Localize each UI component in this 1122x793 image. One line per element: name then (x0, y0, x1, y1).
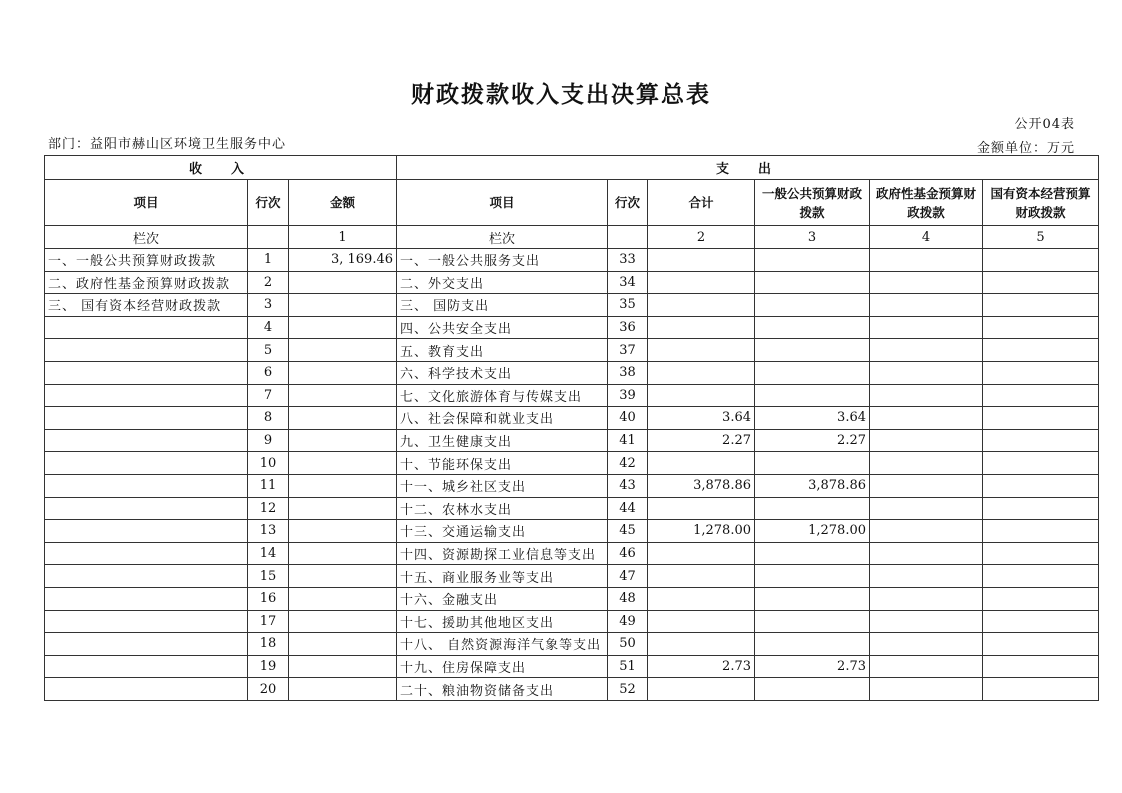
expense-item-cell: 十三、交通运输支出 (397, 520, 608, 543)
expense-row-cell: 40 (608, 407, 648, 430)
expense-fund-cell (870, 678, 983, 701)
expense-general-cell (755, 497, 870, 520)
income-amount-cell (289, 316, 397, 339)
expense-capital-cell (983, 542, 1099, 565)
expense-capital-header: 国有资本经营预算财政拨款 (983, 180, 1099, 226)
expense-item-cell: 十四、资源勘探工业信息等支出 (397, 542, 608, 565)
expense-row-cell: 38 (608, 361, 648, 384)
expense-item-cell: 四、公共安全支出 (397, 316, 608, 339)
expense-total-cell (648, 316, 755, 339)
expense-capital-cell (983, 384, 1099, 407)
expense-item-cell: 七、文化旅游体育与传媒支出 (397, 384, 608, 407)
table-row (45, 474, 1099, 497)
expense-fund-header: 政府性基金预算财政拨款 (870, 180, 983, 226)
expense-capital-cell (983, 361, 1099, 384)
income-group-header: 收 入 (45, 156, 397, 180)
table-row (45, 497, 1099, 520)
expense-general-header: 一般公共预算财政拨款 (755, 180, 870, 226)
expense-capital-cell (983, 474, 1099, 497)
column-number-row (45, 226, 1099, 249)
table-row (45, 565, 1099, 588)
expense-item-cell: 十九、住房保障支出 (397, 655, 608, 678)
expense-general-cell (755, 452, 870, 475)
table-row (45, 294, 1099, 317)
income-row-cell: 20 (248, 678, 289, 701)
expense-item-cell: 十、节能环保支出 (397, 452, 608, 475)
expense-capital-cell (983, 497, 1099, 520)
expense-general-cell (755, 316, 870, 339)
expense-total-cell (648, 361, 755, 384)
income-amount-cell (289, 633, 397, 656)
income-item-cell (45, 361, 248, 384)
income-row-cell: 10 (248, 452, 289, 475)
income-amount-cell (289, 384, 397, 407)
expense-total-cell (648, 452, 755, 475)
income-amount-cell (289, 520, 397, 543)
income-item-cell (45, 384, 248, 407)
expense-item-cell: 五、教育支出 (397, 339, 608, 362)
expense-item-header: 项目 (397, 180, 608, 226)
expense-item-cell: 二十、粮油物资储备支出 (397, 678, 608, 701)
expense-total-cell (648, 678, 755, 701)
expense-general-cell (755, 384, 870, 407)
expense-item-cell: 八、社会保障和就业支出 (397, 407, 608, 430)
expense-capital-cell (983, 294, 1099, 317)
expense-row-header: 行次 (608, 180, 648, 226)
expense-capital-cell (983, 587, 1099, 610)
expense-general-cell (755, 339, 870, 362)
expense-general-cell (755, 633, 870, 656)
expense-fund-cell (870, 497, 983, 520)
expense-total-cell: 2.27 (648, 429, 755, 452)
expense-item-cell: 十七、援助其他地区支出 (397, 610, 608, 633)
expense-general-cell (755, 542, 870, 565)
income-item-cell (45, 678, 248, 701)
income-amount-cell (289, 474, 397, 497)
expense-total-cell (648, 384, 755, 407)
expense-fund-cell (870, 429, 983, 452)
expense-row-cell: 49 (608, 610, 648, 633)
expense-label-number: 栏次 (397, 226, 608, 249)
income-item-cell (45, 633, 248, 656)
income-amount-cell (289, 610, 397, 633)
expense-fund-cell (870, 384, 983, 407)
general-column-number: 3 (755, 226, 870, 249)
expense-general-cell: 2.27 (755, 429, 870, 452)
income-amount-cell (289, 294, 397, 317)
expense-total-cell (648, 565, 755, 588)
table-row (45, 249, 1099, 272)
income-item-header: 项目 (45, 180, 248, 226)
expense-fund-cell (870, 633, 983, 656)
department-label: 部门：益阳市赫山区环境卫生服务中心 (48, 137, 287, 152)
expense-general-cell (755, 565, 870, 588)
table-row (45, 384, 1099, 407)
expense-total-cell: 2.73 (648, 655, 755, 678)
income-amount-cell (289, 361, 397, 384)
expense-fund-cell (870, 565, 983, 588)
expense-general-cell: 3.64 (755, 407, 870, 430)
income-item-cell (45, 520, 248, 543)
expense-general-cell: 1,278.00 (755, 520, 870, 543)
expense-general-cell: 2.73 (755, 655, 870, 678)
expense-row-cell: 39 (608, 384, 648, 407)
income-amount-number: 1 (289, 226, 397, 249)
expense-capital-cell (983, 633, 1099, 656)
expense-general-cell (755, 271, 870, 294)
expense-row-cell: 44 (608, 497, 648, 520)
income-amount-cell (289, 565, 397, 588)
expense-fund-cell (870, 474, 983, 497)
income-item-cell (45, 474, 248, 497)
expense-fund-cell (870, 520, 983, 543)
expense-total-cell (648, 497, 755, 520)
income-amount-cell (289, 678, 397, 701)
expense-general-cell: 3,878.86 (755, 474, 870, 497)
expense-general-cell (755, 678, 870, 701)
income-row-cell: 12 (248, 497, 289, 520)
expense-row-cell: 41 (608, 429, 648, 452)
expense-fund-cell (870, 339, 983, 362)
income-row-cell: 4 (248, 316, 289, 339)
income-amount-cell (289, 271, 397, 294)
table-row (45, 655, 1099, 678)
income-amount-cell (289, 655, 397, 678)
expense-total-cell (648, 542, 755, 565)
table-row (45, 587, 1099, 610)
form-number: 公开04表 (1014, 117, 1075, 132)
income-amount-cell (289, 429, 397, 452)
income-amount-cell: 3, 169.46 (289, 249, 397, 272)
income-row-cell: 18 (248, 633, 289, 656)
expense-fund-cell (870, 316, 983, 339)
expense-item-cell: 十六、金融支出 (397, 587, 608, 610)
expense-fund-cell (870, 452, 983, 475)
income-row-cell: 16 (248, 587, 289, 610)
expense-capital-cell (983, 520, 1099, 543)
expense-row-cell: 52 (608, 678, 648, 701)
expense-row-cell: 42 (608, 452, 648, 475)
expense-total-cell (648, 271, 755, 294)
table-row (45, 452, 1099, 475)
page-title: 财政拨款收入支出决算总表 (411, 82, 711, 108)
expense-capital-cell (983, 452, 1099, 475)
income-row-cell: 11 (248, 474, 289, 497)
expense-total-cell (648, 587, 755, 610)
income-amount-header: 金额 (289, 180, 397, 226)
income-row-cell: 5 (248, 339, 289, 362)
table-row (45, 678, 1099, 701)
income-item-cell (45, 655, 248, 678)
expense-capital-cell (983, 407, 1099, 430)
expense-total-cell (648, 610, 755, 633)
expense-item-cell: 二、外交支出 (397, 271, 608, 294)
income-row-cell: 8 (248, 407, 289, 430)
expense-row-cell: 45 (608, 520, 648, 543)
income-item-cell (45, 587, 248, 610)
capital-column-number: 5 (983, 226, 1099, 249)
income-row-cell: 7 (248, 384, 289, 407)
expense-row-cell: 51 (608, 655, 648, 678)
expense-total-cell (648, 294, 755, 317)
income-row-cell: 9 (248, 429, 289, 452)
expense-fund-cell (870, 249, 983, 272)
income-amount-cell (289, 587, 397, 610)
expense-fund-cell (870, 542, 983, 565)
expense-total-cell: 3,878.86 (648, 474, 755, 497)
income-item-cell (45, 565, 248, 588)
expense-general-cell (755, 361, 870, 384)
table-row (45, 271, 1099, 294)
budget-table (44, 155, 1099, 701)
expense-row-cell: 35 (608, 294, 648, 317)
income-item-cell (45, 542, 248, 565)
income-row-cell: 2 (248, 271, 289, 294)
expense-fund-cell (870, 294, 983, 317)
table-row (45, 316, 1099, 339)
income-item-cell (45, 610, 248, 633)
expense-fund-cell (870, 655, 983, 678)
expense-general-cell (755, 587, 870, 610)
expense-total-cell (648, 339, 755, 362)
expense-row-cell: 33 (608, 249, 648, 272)
expense-item-cell: 三、 国防支出 (397, 294, 608, 317)
table-row (45, 429, 1099, 452)
income-row-cell: 14 (248, 542, 289, 565)
expense-item-cell: 十五、商业服务业等支出 (397, 565, 608, 588)
table-row (45, 407, 1099, 430)
expense-item-cell: 十一、城乡社区支出 (397, 474, 608, 497)
income-item-cell (45, 497, 248, 520)
expense-item-cell: 一、一般公共服务支出 (397, 249, 608, 272)
expense-total-cell (648, 249, 755, 272)
income-item-cell (45, 316, 248, 339)
expense-capital-cell (983, 610, 1099, 633)
group-header-row (45, 156, 1099, 180)
expense-capital-cell (983, 271, 1099, 294)
income-item-cell: 三、 国有资本经营财政拨款 (45, 294, 248, 317)
table-row (45, 361, 1099, 384)
expense-row-cell: 37 (608, 339, 648, 362)
expense-capital-cell (983, 316, 1099, 339)
expense-fund-cell (870, 587, 983, 610)
expense-row-cell: 43 (608, 474, 648, 497)
table-row (45, 520, 1099, 543)
table-row (45, 633, 1099, 656)
income-label-number: 栏次 (45, 226, 248, 249)
expense-fund-cell (870, 610, 983, 633)
unit-label: 金额单位：万元 (976, 141, 1075, 156)
income-amount-cell (289, 407, 397, 430)
expense-row-cell: 34 (608, 271, 648, 294)
column-header-row (45, 180, 1099, 226)
fund-column-number: 4 (870, 226, 983, 249)
expense-fund-cell (870, 407, 983, 430)
table-row (45, 339, 1099, 362)
expense-row-number (608, 226, 648, 249)
expense-capital-cell (983, 249, 1099, 272)
income-amount-cell (289, 339, 397, 362)
income-row-number (248, 226, 289, 249)
income-row-cell: 6 (248, 361, 289, 384)
expense-capital-cell (983, 565, 1099, 588)
income-item-cell (45, 407, 248, 430)
income-item-cell: 二、政府性基金预算财政拨款 (45, 271, 248, 294)
expense-total-cell: 1,278.00 (648, 520, 755, 543)
income-item-cell: 一、一般公共预算财政拨款 (45, 249, 248, 272)
expense-capital-cell (983, 429, 1099, 452)
expense-general-cell (755, 294, 870, 317)
expense-general-cell (755, 249, 870, 272)
expense-row-cell: 47 (608, 565, 648, 588)
income-item-cell (45, 452, 248, 475)
table-row (45, 542, 1099, 565)
expense-fund-cell (870, 361, 983, 384)
income-item-cell (45, 339, 248, 362)
expense-item-cell: 九、卫生健康支出 (397, 429, 608, 452)
income-row-header: 行次 (248, 180, 289, 226)
expense-group-header: 支 出 (397, 156, 1099, 180)
expense-item-cell: 十八、 自然资源海洋气象等支出 (397, 633, 608, 656)
income-row-cell: 15 (248, 565, 289, 588)
expense-item-cell: 十二、农林水支出 (397, 497, 608, 520)
expense-row-cell: 46 (608, 542, 648, 565)
expense-item-cell: 六、科学技术支出 (397, 361, 608, 384)
income-row-cell: 13 (248, 520, 289, 543)
income-amount-cell (289, 452, 397, 475)
expense-row-cell: 36 (608, 316, 648, 339)
income-amount-cell (289, 497, 397, 520)
total-column-number: 2 (648, 226, 755, 249)
expense-fund-cell (870, 271, 983, 294)
expense-total-cell: 3.64 (648, 407, 755, 430)
expense-capital-cell (983, 339, 1099, 362)
income-row-cell: 3 (248, 294, 289, 317)
table-row (45, 610, 1099, 633)
expense-total-cell (648, 633, 755, 656)
expense-row-cell: 48 (608, 587, 648, 610)
income-amount-cell (289, 542, 397, 565)
income-row-cell: 19 (248, 655, 289, 678)
income-row-cell: 17 (248, 610, 289, 633)
income-row-cell: 1 (248, 249, 289, 272)
income-item-cell (45, 429, 248, 452)
expense-capital-cell (983, 655, 1099, 678)
expense-row-cell: 50 (608, 633, 648, 656)
expense-total-header: 合计 (648, 180, 755, 226)
expense-capital-cell (983, 678, 1099, 701)
expense-general-cell (755, 610, 870, 633)
